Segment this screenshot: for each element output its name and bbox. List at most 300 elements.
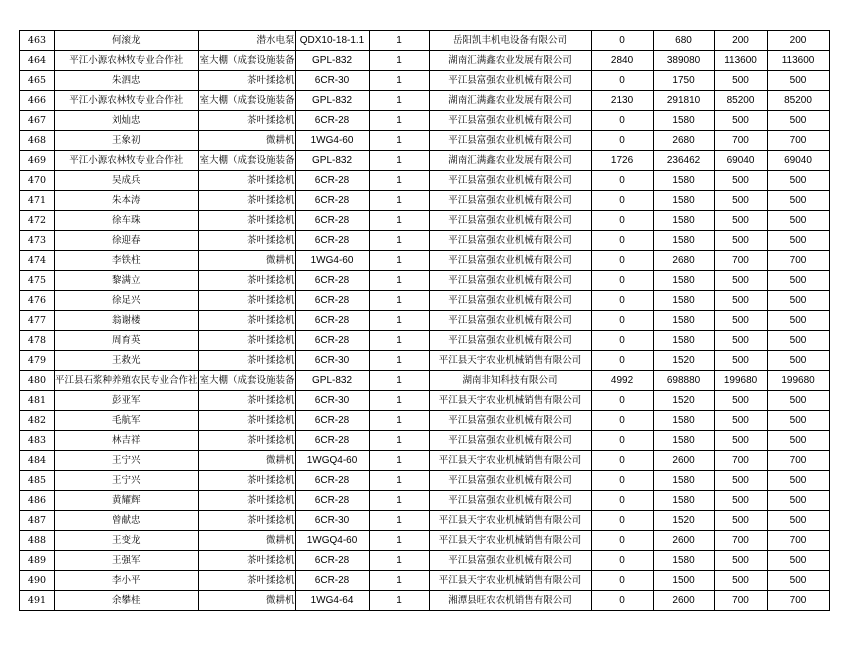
table-row <box>20 51 830 71</box>
machine-item-cell: 茶叶揉捻机 <box>198 411 295 431</box>
dealer-cell: 平江县富强农业机械有限公司 <box>429 191 591 211</box>
value-col3-cell: 500 <box>714 211 767 231</box>
table-row <box>20 111 830 131</box>
machine-item-cell: 茶叶揉捻机 <box>198 471 295 491</box>
table-row <box>20 71 830 91</box>
value-col1-cell: 0 <box>591 311 653 331</box>
row-number-cell: 476 <box>20 291 55 311</box>
value-col1-cell: 0 <box>591 411 653 431</box>
dealer-cell: 平江县富强农业机械有限公司 <box>429 271 591 291</box>
row-number-cell: 471 <box>20 191 55 211</box>
value-col2-cell: 1580 <box>653 211 714 231</box>
dealer-cell: 平江县天宇农业机械销售有限公司 <box>429 571 591 591</box>
dealer-cell: 平江县富强农业机械有限公司 <box>429 331 591 351</box>
value-col4-cell: 69040 <box>767 151 829 171</box>
row-number-cell: 481 <box>20 391 55 411</box>
value-col4-cell: 199680 <box>767 371 829 391</box>
applicant-name-cell: 平江县石浆种养殖农民专业合作社 <box>55 371 199 391</box>
subsidy-table <box>19 30 830 611</box>
value-col2-cell: 2600 <box>653 451 714 471</box>
value-col3-cell: 113600 <box>714 51 767 71</box>
value-col2-cell: 1750 <box>653 71 714 91</box>
value-col2-cell: 1580 <box>653 491 714 511</box>
value-col1-cell: 0 <box>591 131 653 151</box>
row-number-cell: 489 <box>20 551 55 571</box>
machine-item-cell: 茶叶揉捻机 <box>198 111 295 131</box>
dealer-cell: 平江县富强农业机械有限公司 <box>429 431 591 451</box>
value-col2-cell: 1520 <box>653 511 714 531</box>
value-col3-cell: 500 <box>714 491 767 511</box>
value-col3-cell: 700 <box>714 531 767 551</box>
quantity-cell: 1 <box>369 151 429 171</box>
value-col3-cell: 500 <box>714 331 767 351</box>
machine-item-cell: 微耕机 <box>198 131 295 151</box>
value-col1-cell: 0 <box>591 531 653 551</box>
table-row <box>20 471 830 491</box>
model-cell: 1WG4-60 <box>295 131 369 151</box>
value-col1-cell: 0 <box>591 331 653 351</box>
quantity-cell: 1 <box>369 211 429 231</box>
machine-item-cell: 室大棚（成套设施装备 <box>198 371 295 391</box>
applicant-name-cell: 徐迎春 <box>55 231 199 251</box>
table-row <box>20 591 830 611</box>
value-col2-cell: 1580 <box>653 231 714 251</box>
quantity-cell: 1 <box>369 91 429 111</box>
row-number-cell: 480 <box>20 371 55 391</box>
model-cell: 6CR-28 <box>295 571 369 591</box>
machine-item-cell: 微耕机 <box>198 591 295 611</box>
value-col1-cell: 0 <box>591 231 653 251</box>
dealer-cell: 平江县富强农业机械有限公司 <box>429 71 591 91</box>
model-cell: 6CR-28 <box>295 411 369 431</box>
applicant-name-cell: 吴成兵 <box>55 171 199 191</box>
model-cell: GPL-832 <box>295 51 369 71</box>
value-col3-cell: 500 <box>714 171 767 191</box>
value-col2-cell: 680 <box>653 31 714 51</box>
applicant-name-cell: 毛航军 <box>55 411 199 431</box>
applicant-name-cell: 李铁柱 <box>55 251 199 271</box>
applicant-name-cell: 余攀桂 <box>55 591 199 611</box>
row-number-cell: 487 <box>20 511 55 531</box>
quantity-cell: 1 <box>369 551 429 571</box>
dealer-cell: 平江县富强农业机械有限公司 <box>429 171 591 191</box>
value-col4-cell: 500 <box>767 491 829 511</box>
value-col4-cell: 700 <box>767 591 829 611</box>
quantity-cell: 1 <box>369 311 429 331</box>
table-row <box>20 371 830 391</box>
applicant-name-cell: 徐车珠 <box>55 211 199 231</box>
table-row <box>20 411 830 431</box>
value-col2-cell: 1580 <box>653 291 714 311</box>
applicant-name-cell: 平江小源农林牧专业合作社 <box>55 91 199 111</box>
model-cell: 6CR-28 <box>295 331 369 351</box>
table-row <box>20 351 830 371</box>
value-col3-cell: 700 <box>714 131 767 151</box>
applicant-name-cell: 平江小源农林牧专业合作社 <box>55 151 199 171</box>
dealer-cell: 岳阳凯丰机电设备有限公司 <box>429 31 591 51</box>
value-col1-cell: 0 <box>591 211 653 231</box>
value-col3-cell: 69040 <box>714 151 767 171</box>
value-col4-cell: 500 <box>767 391 829 411</box>
quantity-cell: 1 <box>369 571 429 591</box>
value-col4-cell: 500 <box>767 551 829 571</box>
dealer-cell: 平江县富强农业机械有限公司 <box>429 491 591 511</box>
value-col4-cell: 700 <box>767 531 829 551</box>
value-col3-cell: 500 <box>714 411 767 431</box>
value-col2-cell: 236462 <box>653 151 714 171</box>
model-cell: 6CR-28 <box>295 551 369 571</box>
value-col3-cell: 500 <box>714 511 767 531</box>
row-number-cell: 483 <box>20 431 55 451</box>
value-col1-cell: 0 <box>591 271 653 291</box>
table-row <box>20 331 830 351</box>
machine-item-cell: 茶叶揉捻机 <box>198 271 295 291</box>
table-body <box>20 31 830 611</box>
row-number-cell: 484 <box>20 451 55 471</box>
value-col2-cell: 1580 <box>653 551 714 571</box>
model-cell: 1WG4-60 <box>295 251 369 271</box>
value-col1-cell: 4992 <box>591 371 653 391</box>
dealer-cell: 平江县富强农业机械有限公司 <box>429 411 591 431</box>
row-number-cell: 473 <box>20 231 55 251</box>
model-cell: 6CR-28 <box>295 191 369 211</box>
dealer-cell: 湖南汇满鑫农业发展有限公司 <box>429 151 591 171</box>
applicant-name-cell: 徐足兴 <box>55 291 199 311</box>
table-row <box>20 171 830 191</box>
applicant-name-cell: 李小平 <box>55 571 199 591</box>
value-col2-cell: 1580 <box>653 311 714 331</box>
model-cell: 6CR-28 <box>295 471 369 491</box>
value-col1-cell: 0 <box>591 31 653 51</box>
row-number-cell: 475 <box>20 271 55 291</box>
machine-item-cell: 茶叶揉捻机 <box>198 311 295 331</box>
value-col2-cell: 1580 <box>653 191 714 211</box>
dealer-cell: 平江县富强农业机械有限公司 <box>429 311 591 331</box>
value-col2-cell: 2680 <box>653 251 714 271</box>
machine-item-cell: 微耕机 <box>198 531 295 551</box>
value-col1-cell: 0 <box>591 111 653 131</box>
value-col2-cell: 1580 <box>653 471 714 491</box>
row-number-cell: 466 <box>20 91 55 111</box>
machine-item-cell: 茶叶揉捻机 <box>198 211 295 231</box>
dealer-cell: 湖南非知科技有限公司 <box>429 371 591 391</box>
table-row <box>20 451 830 471</box>
value-col1-cell: 0 <box>591 431 653 451</box>
machine-item-cell: 潜水电泵 <box>198 31 295 51</box>
value-col3-cell: 500 <box>714 111 767 131</box>
applicant-name-cell: 平江小源农林牧专业合作社 <box>55 51 199 71</box>
table-row <box>20 311 830 331</box>
value-col1-cell: 2840 <box>591 51 653 71</box>
quantity-cell: 1 <box>369 31 429 51</box>
row-number-cell: 467 <box>20 111 55 131</box>
applicant-name-cell: 朱泗忠 <box>55 71 199 91</box>
value-col3-cell: 85200 <box>714 91 767 111</box>
value-col1-cell: 0 <box>591 551 653 571</box>
value-col2-cell: 2680 <box>653 131 714 151</box>
model-cell: GPL-832 <box>295 91 369 111</box>
dealer-cell: 平江县富强农业机械有限公司 <box>429 111 591 131</box>
model-cell: 6CR-30 <box>295 71 369 91</box>
dealer-cell: 平江县天宇农业机械销售有限公司 <box>429 351 591 371</box>
value-col4-cell: 200 <box>767 31 829 51</box>
model-cell: 6CR-30 <box>295 511 369 531</box>
dealer-cell: 平江县富强农业机械有限公司 <box>429 551 591 571</box>
value-col4-cell: 700 <box>767 251 829 271</box>
value-col1-cell: 0 <box>591 71 653 91</box>
machine-item-cell: 微耕机 <box>198 251 295 271</box>
applicant-name-cell: 王宁兴 <box>55 451 199 471</box>
dealer-cell: 湖南汇满鑫农业发展有限公司 <box>429 51 591 71</box>
dealer-cell: 平江县天宇农业机械销售有限公司 <box>429 391 591 411</box>
value-col3-cell: 500 <box>714 431 767 451</box>
applicant-name-cell: 黄耀辉 <box>55 491 199 511</box>
machine-item-cell: 茶叶揉捻机 <box>198 491 295 511</box>
applicant-name-cell: 周育英 <box>55 331 199 351</box>
value-col2-cell: 2600 <box>653 591 714 611</box>
machine-item-cell: 茶叶揉捻机 <box>198 71 295 91</box>
value-col1-cell: 0 <box>591 571 653 591</box>
table-row <box>20 191 830 211</box>
value-col4-cell: 85200 <box>767 91 829 111</box>
row-number-cell: 463 <box>20 31 55 51</box>
value-col3-cell: 700 <box>714 451 767 471</box>
value-col2-cell: 698880 <box>653 371 714 391</box>
machine-item-cell: 茶叶揉捻机 <box>198 551 295 571</box>
model-cell: 6CR-28 <box>295 491 369 511</box>
applicant-name-cell: 刘灿忠 <box>55 111 199 131</box>
value-col3-cell: 500 <box>714 71 767 91</box>
model-cell: 6CR-30 <box>295 391 369 411</box>
model-cell: 6CR-28 <box>295 211 369 231</box>
dealer-cell: 湖南汇满鑫农业发展有限公司 <box>429 91 591 111</box>
row-number-cell: 478 <box>20 331 55 351</box>
dealer-cell: 平江县天宇农业机械销售有限公司 <box>429 451 591 471</box>
machine-item-cell: 茶叶揉捻机 <box>198 391 295 411</box>
quantity-cell: 1 <box>369 431 429 451</box>
applicant-name-cell: 翁谢楼 <box>55 311 199 331</box>
row-number-cell: 464 <box>20 51 55 71</box>
quantity-cell: 1 <box>369 291 429 311</box>
table-row <box>20 551 830 571</box>
value-col3-cell: 700 <box>714 591 767 611</box>
table-row <box>20 151 830 171</box>
applicant-name-cell: 王象初 <box>55 131 199 151</box>
row-number-cell: 469 <box>20 151 55 171</box>
dealer-cell: 平江县天宇农业机械销售有限公司 <box>429 511 591 531</box>
machine-item-cell: 室大棚（成套设施装备 <box>198 91 295 111</box>
value-col3-cell: 500 <box>714 271 767 291</box>
subsidy-table-sheet <box>19 30 830 611</box>
quantity-cell: 1 <box>369 511 429 531</box>
machine-item-cell: 茶叶揉捻机 <box>198 511 295 531</box>
model-cell: GPL-832 <box>295 151 369 171</box>
quantity-cell: 1 <box>369 131 429 151</box>
applicant-name-cell: 朱本涛 <box>55 191 199 211</box>
value-col4-cell: 500 <box>767 191 829 211</box>
quantity-cell: 1 <box>369 231 429 251</box>
value-col1-cell: 0 <box>591 471 653 491</box>
value-col1-cell: 0 <box>591 291 653 311</box>
applicant-name-cell: 王宁兴 <box>55 471 199 491</box>
row-number-cell: 472 <box>20 211 55 231</box>
row-number-cell: 491 <box>20 591 55 611</box>
table-row <box>20 291 830 311</box>
value-col4-cell: 500 <box>767 431 829 451</box>
model-cell: 1WGQ4-60 <box>295 531 369 551</box>
value-col3-cell: 500 <box>714 391 767 411</box>
row-number-cell: 474 <box>20 251 55 271</box>
table-row <box>20 251 830 271</box>
value-col4-cell: 700 <box>767 131 829 151</box>
value-col1-cell: 0 <box>591 591 653 611</box>
row-number-cell: 482 <box>20 411 55 431</box>
dealer-cell: 平江县富强农业机械有限公司 <box>429 211 591 231</box>
value-col1-cell: 0 <box>591 251 653 271</box>
value-col2-cell: 1580 <box>653 331 714 351</box>
value-col4-cell: 500 <box>767 351 829 371</box>
value-col3-cell: 500 <box>714 551 767 571</box>
quantity-cell: 1 <box>369 391 429 411</box>
machine-item-cell: 茶叶揉捻机 <box>198 571 295 591</box>
applicant-name-cell: 林吉祥 <box>55 431 199 451</box>
row-number-cell: 477 <box>20 311 55 331</box>
value-col1-cell: 1726 <box>591 151 653 171</box>
value-col3-cell: 700 <box>714 251 767 271</box>
value-col4-cell: 500 <box>767 291 829 311</box>
value-col3-cell: 500 <box>714 191 767 211</box>
quantity-cell: 1 <box>369 271 429 291</box>
table-row <box>20 271 830 291</box>
applicant-name-cell: 王强军 <box>55 551 199 571</box>
value-col2-cell: 1500 <box>653 571 714 591</box>
machine-item-cell: 茶叶揉捻机 <box>198 191 295 211</box>
dealer-cell: 平江县天宇农业机械销售有限公司 <box>429 531 591 551</box>
table-row <box>20 231 830 251</box>
table-row <box>20 131 830 151</box>
quantity-cell: 1 <box>369 171 429 191</box>
value-col3-cell: 500 <box>714 571 767 591</box>
value-col4-cell: 500 <box>767 211 829 231</box>
row-number-cell: 468 <box>20 131 55 151</box>
value-col1-cell: 0 <box>591 491 653 511</box>
value-col4-cell: 500 <box>767 471 829 491</box>
model-cell: 6CR-28 <box>295 291 369 311</box>
model-cell: 6CR-28 <box>295 431 369 451</box>
table-row <box>20 491 830 511</box>
value-col2-cell: 1580 <box>653 411 714 431</box>
machine-item-cell: 茶叶揉捻机 <box>198 351 295 371</box>
machine-item-cell: 茶叶揉捻机 <box>198 291 295 311</box>
value-col2-cell: 2600 <box>653 531 714 551</box>
applicant-name-cell: 王救光 <box>55 351 199 371</box>
table-row <box>20 91 830 111</box>
model-cell: 6CR-28 <box>295 111 369 131</box>
table-row <box>20 211 830 231</box>
machine-item-cell: 茶叶揉捻机 <box>198 331 295 351</box>
model-cell: QDX10-18-1.1 <box>295 31 369 51</box>
machine-item-cell: 茶叶揉捻机 <box>198 431 295 451</box>
value-col1-cell: 0 <box>591 191 653 211</box>
row-number-cell: 486 <box>20 491 55 511</box>
value-col4-cell: 500 <box>767 231 829 251</box>
value-col4-cell: 500 <box>767 331 829 351</box>
applicant-name-cell: 黎满立 <box>55 271 199 291</box>
quantity-cell: 1 <box>369 591 429 611</box>
machine-item-cell: 微耕机 <box>198 451 295 471</box>
value-col3-cell: 500 <box>714 311 767 331</box>
model-cell: 6CR-28 <box>295 311 369 331</box>
quantity-cell: 1 <box>369 451 429 471</box>
model-cell: 1WGQ4-60 <box>295 451 369 471</box>
value-col1-cell: 0 <box>591 171 653 191</box>
quantity-cell: 1 <box>369 491 429 511</box>
value-col3-cell: 500 <box>714 291 767 311</box>
table-row <box>20 31 830 51</box>
quantity-cell: 1 <box>369 111 429 131</box>
applicant-name-cell: 何滚龙 <box>55 31 199 51</box>
value-col2-cell: 1580 <box>653 111 714 131</box>
quantity-cell: 1 <box>369 351 429 371</box>
value-col4-cell: 113600 <box>767 51 829 71</box>
model-cell: 6CR-28 <box>295 231 369 251</box>
applicant-name-cell: 曾献忠 <box>55 511 199 531</box>
value-col4-cell: 700 <box>767 451 829 471</box>
value-col1-cell: 0 <box>591 391 653 411</box>
row-number-cell: 485 <box>20 471 55 491</box>
quantity-cell: 1 <box>369 531 429 551</box>
model-cell: 1WG4-64 <box>295 591 369 611</box>
machine-item-cell: 室大棚（成套设施装备 <box>198 151 295 171</box>
row-number-cell: 488 <box>20 531 55 551</box>
row-number-cell: 470 <box>20 171 55 191</box>
model-cell: 6CR-28 <box>295 171 369 191</box>
value-col2-cell: 1520 <box>653 351 714 371</box>
quantity-cell: 1 <box>369 411 429 431</box>
row-number-cell: 479 <box>20 351 55 371</box>
value-col4-cell: 500 <box>767 271 829 291</box>
value-col2-cell: 389080 <box>653 51 714 71</box>
table-row <box>20 531 830 551</box>
value-col1-cell: 0 <box>591 511 653 531</box>
table-row <box>20 391 830 411</box>
value-col3-cell: 500 <box>714 471 767 491</box>
dealer-cell: 湘潭县旺农农机销售有限公司 <box>429 591 591 611</box>
value-col3-cell: 199680 <box>714 371 767 391</box>
machine-item-cell: 茶叶揉捻机 <box>198 231 295 251</box>
quantity-cell: 1 <box>369 51 429 71</box>
dealer-cell: 平江县富强农业机械有限公司 <box>429 131 591 151</box>
applicant-name-cell: 王变龙 <box>55 531 199 551</box>
value-col2-cell: 1580 <box>653 431 714 451</box>
value-col3-cell: 500 <box>714 351 767 371</box>
quantity-cell: 1 <box>369 371 429 391</box>
table-row <box>20 511 830 531</box>
dealer-cell: 平江县富强农业机械有限公司 <box>429 231 591 251</box>
quantity-cell: 1 <box>369 471 429 491</box>
quantity-cell: 1 <box>369 331 429 351</box>
value-col4-cell: 500 <box>767 71 829 91</box>
value-col4-cell: 500 <box>767 571 829 591</box>
value-col4-cell: 500 <box>767 511 829 531</box>
dealer-cell: 平江县富强农业机械有限公司 <box>429 291 591 311</box>
table-row <box>20 571 830 591</box>
quantity-cell: 1 <box>369 71 429 91</box>
value-col3-cell: 500 <box>714 231 767 251</box>
value-col2-cell: 291810 <box>653 91 714 111</box>
model-cell: 6CR-30 <box>295 351 369 371</box>
machine-item-cell: 茶叶揉捻机 <box>198 171 295 191</box>
